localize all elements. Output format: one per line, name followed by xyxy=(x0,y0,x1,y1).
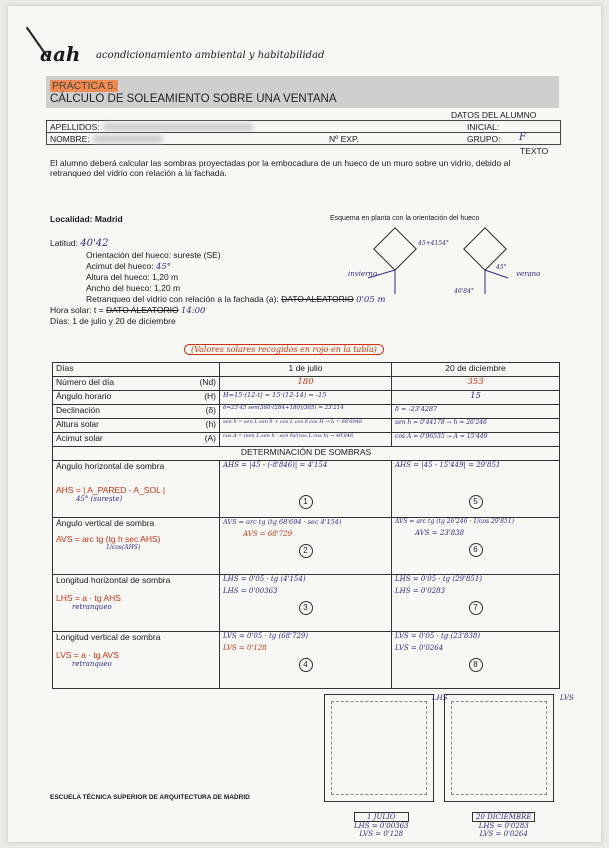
summary-july xyxy=(354,812,409,838)
shadow-value-december: AVS = arc tg (tg 26'246 · 1/cos 29'851) xyxy=(395,518,515,525)
table-row xyxy=(53,419,560,433)
shadow-row xyxy=(53,461,560,518)
row-value-july: 180 xyxy=(220,377,392,391)
shadow-title: Ángulo horizontal de sombra xyxy=(56,461,165,471)
name-row xyxy=(46,132,561,145)
row-value-december: δ = -23'4287 xyxy=(392,405,560,419)
calculation-table xyxy=(52,362,560,689)
table-row xyxy=(53,391,560,405)
diagram-caption: Esquema en planta con la orientación del hueco xyxy=(330,215,480,222)
surname-label: APELLIDOS: xyxy=(50,122,100,132)
row-symbol: (h) xyxy=(205,419,216,429)
initial-label: INICIAL: xyxy=(467,122,500,132)
shadow-formula: AHS = | A_PARED - A_SOL | xyxy=(56,485,166,495)
header-days: Días xyxy=(53,363,220,377)
diagram-angle-right: 45° xyxy=(496,264,507,271)
step-number: 5 xyxy=(469,495,483,509)
shadow-value-july: LHS = 0'05 · tg (4'154) xyxy=(223,575,306,583)
surname-redacted xyxy=(103,123,253,131)
summary-december-title: 20 DICIEMBRE xyxy=(472,812,535,822)
step-number: 1 xyxy=(299,495,313,509)
shadow-formula: LHS = a · tg AHS xyxy=(56,593,121,603)
shadow-result-july: LVS = 0'128 xyxy=(223,644,267,652)
latitud-line xyxy=(50,238,108,249)
diagram-angle-left: 45+4154° xyxy=(418,240,449,247)
orientacion: Orientación del hueco: sureste (SE) xyxy=(86,250,221,260)
shadow-result-december: LHS = 0'0283 xyxy=(395,587,446,595)
shadow-row xyxy=(53,518,560,575)
retranqueo-label: Retranqueo del vidrio con relación a la fachada (a): xyxy=(86,294,279,304)
hora-value: 14:00 xyxy=(180,306,206,316)
diagram-left-label: invierno xyxy=(348,270,378,278)
shadow-result-july: LHS = 0'00363 xyxy=(223,587,278,595)
row-value-july: H=15·(12-t) = 15·(12-14) = -15 xyxy=(220,391,392,405)
window-plan-left xyxy=(374,228,416,270)
table-row xyxy=(53,405,560,419)
row-symbol: (Nd) xyxy=(199,377,216,387)
row-symbol: (H) xyxy=(204,391,216,401)
ancho-hueco: Ancho del hueco: 1,20 m xyxy=(86,283,181,293)
row-value-july: δ=23'45 sen(360·(284+180)/365) = 23'214 xyxy=(220,405,392,419)
row-symbol: (A) xyxy=(204,433,216,443)
latitud-label: Latitud: xyxy=(50,238,78,248)
row-label: Declinación xyxy=(56,405,100,415)
row-label: Número del día xyxy=(56,377,115,387)
row-label: Ángulo horario xyxy=(56,391,112,401)
group-value: F xyxy=(519,132,526,143)
retranqueo-value: 0'05 m xyxy=(356,295,386,305)
header-december: 20 de diciembre xyxy=(392,363,560,377)
diagram-angle-bottom: 40'84° xyxy=(454,288,474,295)
shadow-value-july: AHS = |45 - (-8'846)| = 4'154 xyxy=(223,461,328,469)
summary-december-lhs: LHS = 0'0283 xyxy=(478,822,529,830)
step-number: 8 xyxy=(469,658,483,672)
hora-label: Hora solar: t = xyxy=(50,305,104,315)
shadow-hint: retranqueo xyxy=(72,660,112,668)
header-july: 1 de julio xyxy=(220,363,392,377)
summary-july-title: 1 JULIO xyxy=(354,812,409,822)
row-symbol: (δ) xyxy=(205,405,216,415)
lhs-label: LHS xyxy=(432,694,448,702)
shadow-formula: AVS = arc tg (tg h sec AHS) xyxy=(56,534,161,544)
shadow-hint: retranqueo xyxy=(72,603,112,611)
row-label: Acimut solar xyxy=(56,433,103,443)
acimut-value: 45° xyxy=(155,262,172,272)
window-sketch-december xyxy=(444,694,554,802)
practice-number: PRÁCTICA 5. xyxy=(52,80,117,92)
row-value-july: sen h = sen L sen δ + cos L cos δ cos H → h = 68'6948 xyxy=(220,419,392,433)
alto-hueco: Altura del hueco: 1,20 m xyxy=(86,272,179,282)
shadow-title: Longitud horizontal de sombra xyxy=(56,575,171,585)
shadow-result-december: AVS = 23'838 xyxy=(415,529,465,537)
table-row xyxy=(53,433,560,447)
acimut-label: Acimut del hueco: xyxy=(86,261,154,271)
logo: aah xyxy=(40,42,81,66)
shadow-result-july: AVS = 68'729 xyxy=(243,530,293,538)
table-header-row xyxy=(53,363,560,377)
row-value-december: sen h = 0'44178 → h = 26'246 xyxy=(392,419,560,433)
step-number: 6 xyxy=(469,543,483,557)
shadow-value-december: AHS = |45 - 15'449| = 29'851 xyxy=(395,461,501,469)
localidad: Localidad: Madrid xyxy=(50,214,123,224)
name-redacted xyxy=(93,135,163,143)
section-row xyxy=(53,447,560,461)
shadow-hint: 45° (sureste) xyxy=(76,495,123,503)
text-label: TEXTO xyxy=(520,146,549,156)
table-row xyxy=(53,377,560,391)
shadow-title: Longitud vertical de sombra xyxy=(56,632,161,642)
summary-july-lhs: LHS = 0'00363 xyxy=(354,822,409,830)
shadow-formula: LVS = a · tg AVS xyxy=(56,650,119,660)
shadow-row xyxy=(53,575,560,632)
shadow-value-july: LVS = 0'05 · tg (68'729) xyxy=(223,632,309,640)
section-title: DETERMINACIÓN DE SOMBRAS xyxy=(53,447,560,461)
intro-paragraph: El alumno deberá calcular las sombras proyectadas por la embocadura de un hueco de un muro sobre un vidrio, debido al retranqueo del vidrio con relación a la fachada. xyxy=(50,158,511,178)
hora-line xyxy=(50,305,205,316)
shadow-outline-july xyxy=(331,701,427,795)
lvs-label: LVS xyxy=(560,694,574,702)
step-number: 2 xyxy=(299,544,313,558)
shadow-result-december: LVS = 0'0264 xyxy=(395,644,444,652)
practice-title: CÁLCULO DE SOLEAMIENTO SOBRE UNA VENTANA xyxy=(50,93,337,105)
sun-ray-right xyxy=(485,270,508,278)
step-number: 4 xyxy=(299,658,313,672)
shadow-title: Ángulo vertical de sombra xyxy=(56,518,155,528)
shadow-hint: 1/cos(AHS) xyxy=(106,544,141,551)
acimut-line xyxy=(86,261,171,272)
document-page xyxy=(8,6,601,842)
name-label: NOMBRE: xyxy=(50,134,90,144)
row-value-december: cos A = 0'96535 → A = 15'449 xyxy=(392,433,560,447)
shadow-outline-december xyxy=(451,701,547,795)
title-band xyxy=(46,76,559,108)
shadow-value-december: LVS = 0'05 · tg (23'838) xyxy=(395,632,481,640)
hora-struck: DATO ALEATORIO xyxy=(106,305,179,315)
summary-december xyxy=(472,812,535,838)
shadow-value-july: AVS = arc tg (tg 68'694 · sec 4'154) xyxy=(223,518,342,526)
row-label: Altura solar xyxy=(56,419,99,429)
row-value-july: cos A = (sen L sen h - sen δ)/(cos L cos h) → 40'846 xyxy=(220,433,392,447)
latitud-value: 40'42 xyxy=(80,238,109,249)
step-number: 3 xyxy=(299,601,313,615)
school-name: ESCUELA TÉCNICA SUPERIOR DE ARQUITECTURA DE MADRID xyxy=(50,794,250,801)
shadow-value-december: LHS = 0'05 · tg (29'851) xyxy=(395,575,482,583)
shadow-row xyxy=(53,632,560,689)
summary-december-lvs: LVS = 0'0264 xyxy=(479,830,528,838)
orientation-diagram xyxy=(338,222,558,302)
logo-subtitle: acondicionamiento ambiental y habitabilidad xyxy=(96,50,325,61)
step-number: 7 xyxy=(469,601,483,615)
row-value-december: 353 xyxy=(392,377,560,391)
red-note: (Valores solares recogidos en rojo en la tabla) xyxy=(184,344,384,355)
retranqueo-struck: DATO ALEATORIO xyxy=(281,294,354,304)
summary-july-lvs: LVS = 0'128 xyxy=(359,830,404,838)
exp-label: Nº EXP. xyxy=(329,134,359,144)
window-sketch-july xyxy=(324,694,434,802)
dias: Días: 1 de julio y 20 de diciembre xyxy=(50,316,176,326)
diagram-right-label: verano xyxy=(516,270,541,278)
row-value-december: 15 xyxy=(392,391,560,405)
student-section-label: DATOS DEL ALUMNO xyxy=(451,110,537,120)
group-label: GRUPO: xyxy=(467,134,501,144)
